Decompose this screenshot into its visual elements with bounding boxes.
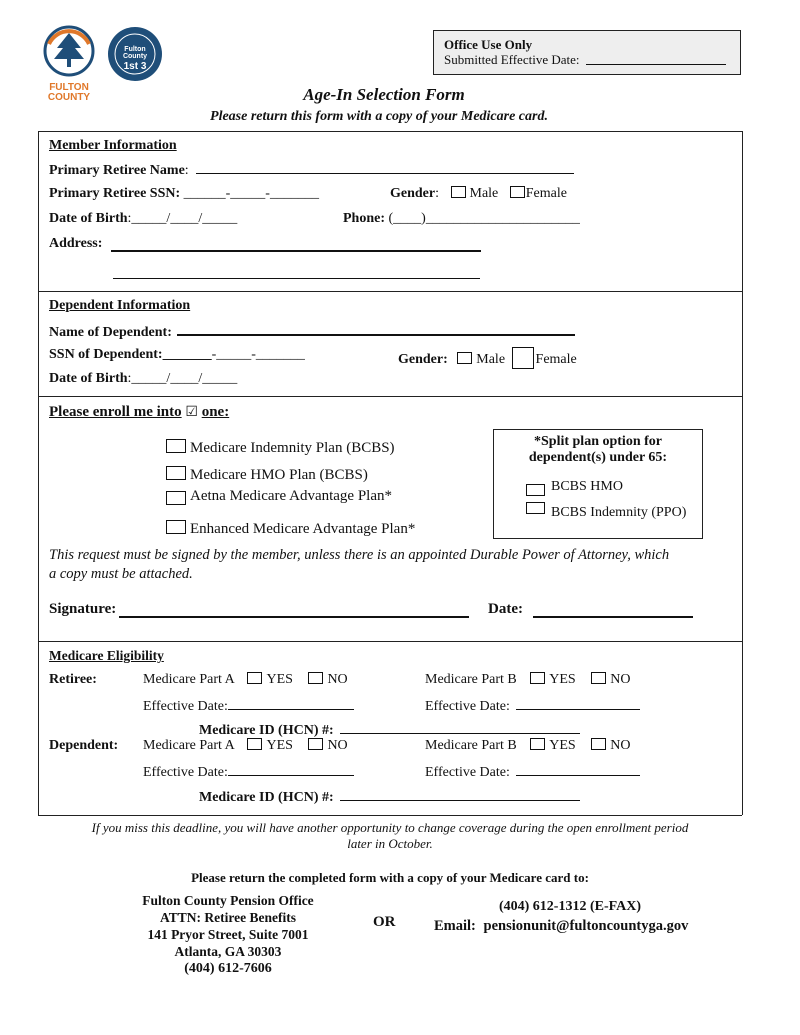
divider-enroll [38,396,742,397]
yes-label: YES [549,672,576,687]
retiree-effective-a [143,697,354,715]
retiree-ssn-row [49,186,319,202]
no-label: NO [327,738,348,753]
retiree-address-line2[interactable] [113,266,480,279]
plan-checkbox-enhanced[interactable] [166,520,186,534]
retiree-dob-label: Date of Birth [49,211,128,226]
dependent-effective-b [425,763,640,781]
split-plan-title-line1: *Split plan option for [534,434,662,449]
medicare-id-label: Medicare ID (HCN) #: [199,790,334,805]
dependent-part-b-no-checkbox[interactable] [591,738,606,750]
dependent-gender-label: Gender: [398,352,448,367]
retiree-gender-row: Gender: Male Female [390,186,567,201]
efax-number: (404) 612-1312 (E-FAX) [498,899,642,914]
retiree-part-a-yes-checkbox[interactable] [247,672,262,684]
poa-notice-line2: a copy must be attached. [49,566,193,582]
effective-date-label: Effective Date: [143,765,228,780]
county-name-line2: COUNTY [47,92,91,103]
mailing-address [118,892,338,977]
part-b-label: Medicare Part B [425,672,517,687]
retiree-name-row: Primary Retiree Name: [49,161,574,179]
form-subtitle: Please return this form with a copy of your Medicare card. [210,109,548,124]
enroll-heading [49,404,229,421]
enroll-heading-suffix: one: [201,404,230,420]
dependent-gender-row [398,347,577,369]
dependent-dob-field[interactable]: :_____/____/_____ [127,371,238,386]
dependent-medicare-id [199,788,580,806]
return-note: Please return the completed form with a copy of your Medicare card to: [191,870,589,885]
divider-bottom [38,815,742,816]
svg-text:1st 3: 1st 3 [123,61,147,72]
retiree-gender-label: Gender [390,186,436,201]
retiree-dob-field[interactable]: :_____/____/_____ [127,211,238,226]
retiree-effective-b-field[interactable] [516,697,640,710]
dependent-part-a [143,738,348,754]
dependent-name-field[interactable] [177,322,575,336]
dependent-part-a-no-checkbox[interactable] [308,738,323,750]
yes-label: YES [266,672,293,687]
signature-label: Signature: [49,601,117,617]
dependent-effective-a-field[interactable] [228,763,354,776]
divider-dependent [38,291,742,292]
plan-option[interactable] [166,520,415,538]
retiree-name-field[interactable] [196,161,574,174]
split-option-label: BCBS Indemnity (PPO) [551,505,687,520]
retiree-part-b-no-checkbox[interactable] [591,672,606,684]
dependent-male-label: Male [476,352,506,367]
checked-box-icon: ☑ [185,404,198,420]
dependent-effective-a [143,763,354,781]
no-label: NO [610,738,631,753]
address-line: 141 Pryor Street, Suite 7001 [147,927,309,942]
dependent-name-row [49,322,575,341]
retiree-male-label: Male [469,186,499,201]
office-use-box [433,30,741,75]
signature-line[interactable] [119,604,469,618]
divider-eligibility [38,641,742,642]
dependent-dob-row [49,371,237,387]
plan-label: Medicare HMO Plan (BCBS) [190,467,368,483]
address-line: Atlanta, GA 30303 [174,944,282,959]
address-line: Fulton County Pension Office [142,893,314,908]
dependent-heading: Dependent Information [49,298,191,313]
retiree-phone-row [343,211,580,227]
county-name-line1: FULTON [49,82,89,93]
dependent-male-checkbox[interactable] [457,352,472,364]
yes-label: YES [549,738,576,753]
part-b-label: Medicare Part B [425,738,517,753]
phone-number: (404) 612-7606 [184,961,272,976]
retiree-part-a [143,672,348,688]
part-a-label: Medicare Part A [143,738,234,753]
split-checkbox-ppo[interactable] [526,502,545,514]
retiree-female-checkbox[interactable] [510,186,525,198]
plan-option[interactable] [166,466,368,484]
retiree-dob-row [49,211,237,227]
form-title: Age-In Selection Form [303,85,465,104]
submitted-date-label: Submitted Effective Date: [444,52,580,67]
divider-top [38,131,742,132]
dependent-ssn-row [49,347,305,363]
deadline-notice-line1: If you miss this deadline, you will have another opportunity to change coverage during the open enrollment period [91,820,689,835]
split-checkbox-hmo[interactable] [526,484,545,496]
retiree-phone-field[interactable]: (____)______________________ [388,211,580,226]
split-plan-title-line2: dependent(s) under 65: [528,450,668,465]
split-option[interactable] [526,479,623,496]
medicare-id-label: Medicare ID (HCN) #: [199,723,334,738]
address-line: ATTN: Retiree Benefits [160,910,296,925]
retiree-ssn-field[interactable]: ______-_____-_______ [183,186,319,201]
retiree-male-checkbox[interactable] [451,186,466,198]
retiree-medicare-id [199,721,580,739]
yes-label: YES [266,738,293,753]
svg-text:County: County [122,53,148,60]
dependent-female-label: Female [535,352,577,367]
dependent-part-b-yes-checkbox[interactable] [530,738,545,750]
email-label: Email: [434,918,476,934]
dependent-effective-b-field[interactable] [516,763,640,776]
date-line[interactable] [533,604,693,618]
effective-date-label: Effective Date: [425,699,510,714]
plan-checkbox-hmo[interactable] [166,466,186,480]
poa-notice-line1: This request must be signed by the member, unless there is an appointed Durable Power of Attorney, which [49,547,670,563]
retiree-label: Retiree: [49,672,97,687]
retiree-ssn-label: Primary Retiree SSN: [49,186,181,201]
plan-label: Medicare Indemnity Plan (BCBS) [190,440,395,456]
plan-checkbox-aetna[interactable] [166,491,186,505]
dependent-part-a-yes-checkbox[interactable] [247,738,262,750]
retiree-effective-b [425,697,640,715]
no-label: NO [327,672,348,687]
office-use-title: Office Use Only [444,37,533,52]
email-address[interactable]: pensionunit@fultoncountyga.gov [483,918,689,934]
public-service-seal [107,26,163,82]
part-a-label: Medicare Part A [143,672,234,687]
retiree-female-label: Female [525,186,567,201]
dependent-part-b [425,738,630,754]
retiree-phone-label: Phone: [343,211,385,226]
plan-option[interactable] [166,439,395,457]
or-separator: OR [373,914,396,930]
retiree-address-label: Address: [49,236,103,251]
signature-row [49,601,116,618]
date-label: Date: [488,601,523,617]
plan-label: Enhanced Medicare Advantage Plan* [190,521,416,537]
enroll-heading-text: Please enroll me into [49,404,182,420]
member-heading: Member Information [49,138,177,153]
plan-option[interactable] [166,488,392,505]
dependent-ssn-label: SSN of Dependent: [49,347,163,362]
split-option[interactable] [526,502,686,521]
split-plan-box [493,429,703,539]
deadline-notice-line2: later in October. [347,836,433,851]
split-option-label: BCBS HMO [551,479,623,494]
email-row [434,918,688,935]
dependent-name-label: Name of Dependent: [49,325,172,340]
dependent-ssn-field[interactable]: _______-_____-_______ [162,347,305,362]
plan-label: Aetna Medicare Advantage Plan* [190,488,393,504]
effective-date-label: Effective Date: [143,699,228,714]
effective-date-label: Effective Date: [425,765,510,780]
retiree-address-line1[interactable] [111,238,481,252]
retiree-name-label: Primary Retiree Name [49,163,185,178]
dependent-female-checkbox[interactable] [512,347,534,369]
retiree-effective-a-field[interactable] [228,697,354,710]
retiree-address-row [49,236,102,252]
no-label: NO [610,672,631,687]
dependent-dob-label: Date of Birth [49,371,128,386]
date-row [488,601,523,618]
seal-icon [107,26,163,82]
retiree-part-b [425,672,630,688]
retiree-medicare-id-field[interactable] [340,721,580,734]
dependent-medicare-id-field[interactable] [340,788,580,801]
eligibility-heading: Medicare Eligibility [49,648,164,663]
submitted-date-line[interactable] [586,52,726,65]
dependent-label: Dependent: [49,738,119,753]
retiree-part-b-yes-checkbox[interactable] [530,672,545,684]
tree-emblem-icon [40,24,98,78]
plan-checkbox-indemnity[interactable] [166,439,186,453]
svg-text:Fulton: Fulton [124,46,146,53]
retiree-part-a-no-checkbox[interactable] [308,672,323,684]
